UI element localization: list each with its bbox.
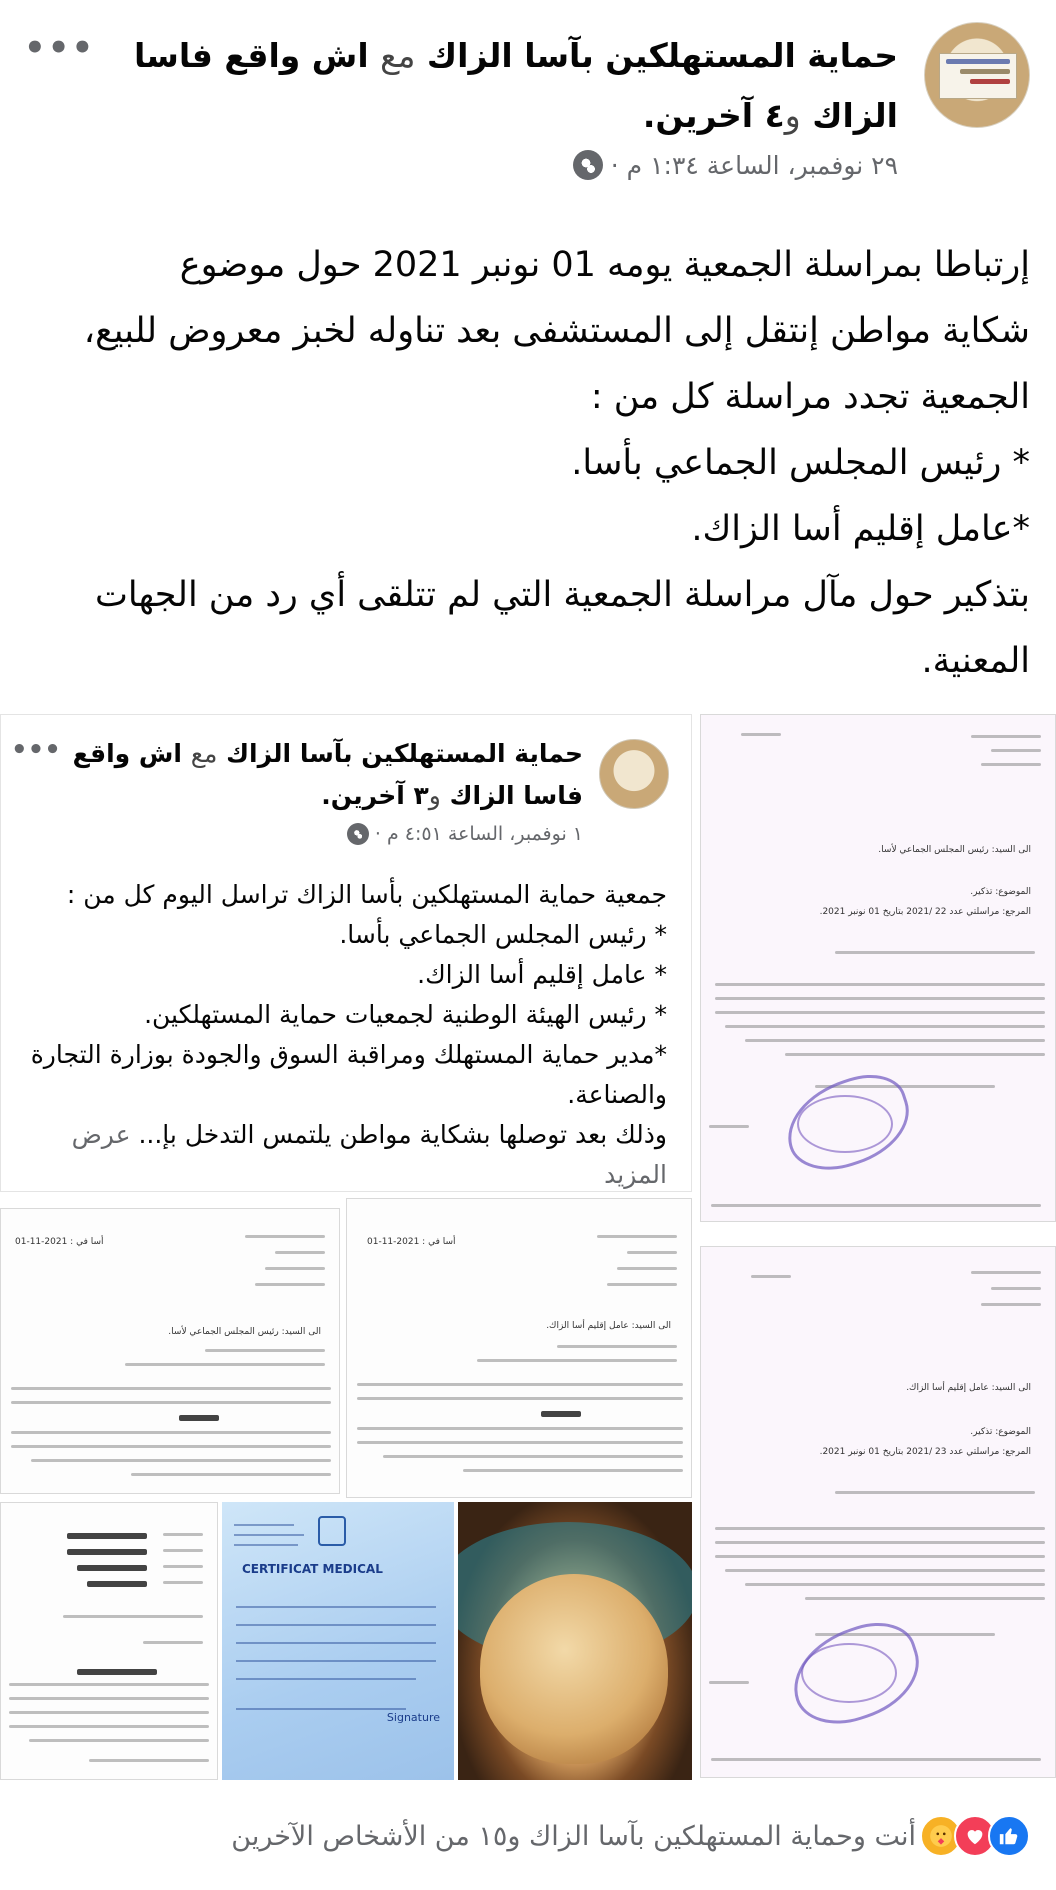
reminder-letter-governor[interactable]: [700, 1246, 1056, 1778]
tagged-others-link[interactable]: ٤ آخرين: [655, 96, 785, 135]
letter-reference: المرجع: مراسلتي عدد 23 /2021 بتاريخ 01 نونبر 2021.: [819, 1447, 1031, 1457]
embedded-globe-icon: [347, 823, 369, 845]
embedded-line: * رئيس الهيئة الوطنية لجمعيات حماية المستهلكين.: [144, 1000, 667, 1029]
post-header: [20, 18, 1030, 178]
post-line: شكاية مواطن إنتقل إلى المستشفى بعد تناوله لخبز معروض للبيع،: [83, 311, 1030, 351]
embedded-body: [11, 875, 667, 1192]
see-more-link: عرض المزيد: [71, 1120, 667, 1189]
medical-signature-label: Signature: [386, 1711, 440, 1724]
author-link[interactable]: حماية المستهلكين بآسا الزاك: [426, 36, 898, 75]
letter-addressee: الى السيد: رئيس المجلس الجماعي لأسا.: [878, 845, 1031, 855]
embedded-post-screenshot[interactable]: [0, 714, 692, 1192]
post-image-grid: [0, 714, 1056, 1786]
with-word: مع: [380, 36, 416, 75]
avatar-sign-image: [939, 53, 1017, 99]
post-line: الجمعية تجدد مراسلة كل من :: [590, 377, 1030, 417]
letter-addressee: الى السيد: رئيس المجلس الجماعي لأسا.: [168, 1327, 321, 1337]
more-options-icon[interactable]: •••: [24, 28, 96, 68]
letter-addressee: الى السيد: عامل إقليم أسا الزاك.: [546, 1321, 671, 1331]
embedded-line: * عامل إقليم أسا الزاك.: [417, 960, 667, 989]
letter-addressee: الى السيد: عامل إقليم أسا الزاك.: [906, 1383, 1031, 1393]
post-body: [26, 232, 1030, 694]
embedded-meta: [347, 823, 583, 845]
reactions-summary[interactable]: أنت وحماية المستهلكين بآسا الزاك و١٥ من الأشخاص الآخرين: [231, 1820, 916, 1852]
original-letter-mayor[interactable]: [0, 1208, 340, 1494]
medical-title: CERTIFICAT MEDICAL: [242, 1562, 383, 1576]
bread-photo[interactable]: [458, 1502, 692, 1780]
post-line: المعنية.: [921, 641, 1030, 681]
letter-date: أسا في : 2021-11-01: [15, 1237, 104, 1247]
tagged-page-link[interactable]: اش واقع فاسا الزاك: [134, 36, 898, 135]
letter-subject: الموضوع: تذكير.: [970, 1427, 1031, 1437]
bread-loaf-shape: [480, 1574, 668, 1764]
embedded-line: والصناعة.: [567, 1080, 667, 1109]
page-avatar[interactable]: [924, 22, 1030, 128]
like-icon: [988, 1815, 1030, 1857]
medical-logo-icon: [318, 1516, 346, 1546]
embedded-title-period: .: [321, 781, 331, 810]
title-period: .: [642, 96, 656, 135]
post-line: إرتباطا بمراسلة الجمعية يومه 01 نونبر 2021 حول موضوع: [179, 245, 1030, 285]
reminder-letter-mayor[interactable]: [700, 714, 1056, 1222]
reaction-icons[interactable]: [928, 1815, 1030, 1857]
post-line: بتذكير حول مآل مراسلة الجمعية التي لم تتلقى أي رد من الجهات: [94, 575, 1030, 615]
globe-icon: [573, 150, 603, 180]
embedded-last-line: [11, 1115, 667, 1192]
embedded-tagged-sep: و: [428, 781, 441, 810]
post-title: [80, 26, 898, 146]
post-meta: [573, 150, 898, 180]
embedded-tagged-page: اش واقع فاسا الزاك: [72, 739, 583, 810]
tagged-separator: و: [784, 96, 801, 135]
citizen-complaint-letter[interactable]: [0, 1502, 218, 1780]
embedded-line: جمعية حماية المستهلكين بأسا الزاك تراسل اليوم كل من :: [66, 880, 667, 909]
letter-reference: المرجع: مراسلتي عدد 22 /2021 بتاريخ 01 نونبر 2021.: [819, 907, 1031, 917]
letter-date: أسا في : 2021-11-01: [367, 1237, 456, 1247]
embedded-line: *مدير حماية المستهلك ومراقبة السوق والجودة بوزارة التجارة: [30, 1040, 667, 1069]
embedded-avatar: [599, 739, 669, 809]
embedded-tagged-others: ٣ آخرين: [330, 781, 429, 810]
embedded-line: * رئيس المجلس الجماعي بأسا.: [339, 920, 667, 949]
embedded-timestamp: ١ نوفمبر، الساعة ٤:٥١ م ·: [374, 823, 583, 845]
embedded-title: [41, 733, 583, 817]
embedded-author: حماية المستهلكين بآسا الزاك: [226, 739, 583, 768]
medical-certificate-photo[interactable]: [222, 1502, 454, 1780]
reactions-bar[interactable]: [26, 1808, 1030, 1864]
embedded-more-icon: •••: [11, 735, 61, 765]
embedded-with-word: مع: [190, 739, 218, 768]
original-letter-governor[interactable]: [346, 1198, 692, 1498]
letter-subject: الموضوع: تذكير.: [970, 887, 1031, 897]
post-line: *عامل إقليم أسا الزاك.: [691, 509, 1030, 549]
post-line: * رئيس المجلس الجماعي بأسا.: [571, 443, 1030, 483]
embedded-truncated-text: وذلك بعد توصلها بشكاية مواطن يلتمس التدخل بإ...: [138, 1120, 667, 1149]
timestamp[interactable]: ٢٩ نوفمبر، الساعة ١:٣٤ م ·: [610, 150, 898, 180]
